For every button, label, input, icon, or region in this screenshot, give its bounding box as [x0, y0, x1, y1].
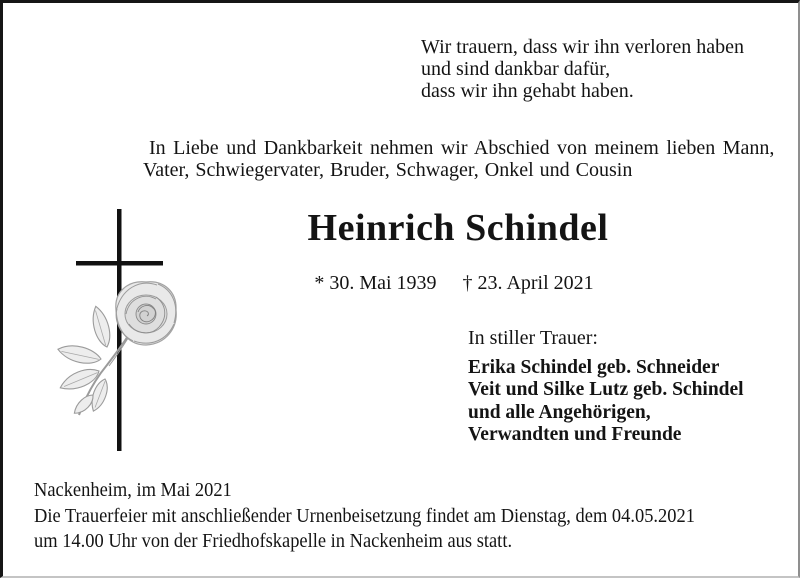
place-date-wrap: [34, 479, 254, 502]
funeral-info-line: um 14.00 Uhr von der Friedhofskapelle in Nackenheim aus statt.: [34, 529, 513, 552]
rose-flower-icon: [116, 282, 176, 345]
quote-line: und sind dankbar dafür,: [421, 58, 611, 80]
cross-and-rose-graphic: [23, 195, 233, 475]
quote-line: dass wir ihn gehabt haben.: [421, 80, 634, 102]
mourners-list: [468, 357, 744, 447]
mourner-line: und alle Angehörigen,: [468, 401, 651, 423]
intro-line: In Liebe und Dankbarkeit nehmen wir Abschied von meinem lieben Mann,: [149, 137, 775, 159]
opening-quote: [421, 36, 744, 102]
quote-line: Wir trauern, dass wir ihn verloren haben: [421, 36, 744, 58]
funeral-info: [34, 505, 768, 554]
mourner-line: Verwandten und Freunde: [468, 424, 682, 446]
mourner-line: Veit und Silke Lutz geb. Schindel: [468, 379, 744, 401]
funeral-info-line: Die Trauerfeier mit anschließender Urnenbeisetzung findet am Dienstag, dem 04.05.2021: [34, 505, 695, 527]
life-dates: [229, 272, 679, 295]
mourner-line: Erika Schindel geb. Schneider: [468, 357, 720, 378]
death-date: † 23. April 2021: [462, 272, 594, 294]
mourning-intro: In stiller Trauer:: [468, 327, 598, 349]
intro-line: Vater, Schwiegervater, Bruder, Schwager, Onkel und Cousin: [143, 159, 633, 181]
birth-date: * 30. Mai 1939: [314, 272, 437, 294]
place-date: Nackenheim, im Mai 2021: [34, 479, 232, 501]
deceased-name: Heinrich Schindel: [307, 207, 609, 249]
